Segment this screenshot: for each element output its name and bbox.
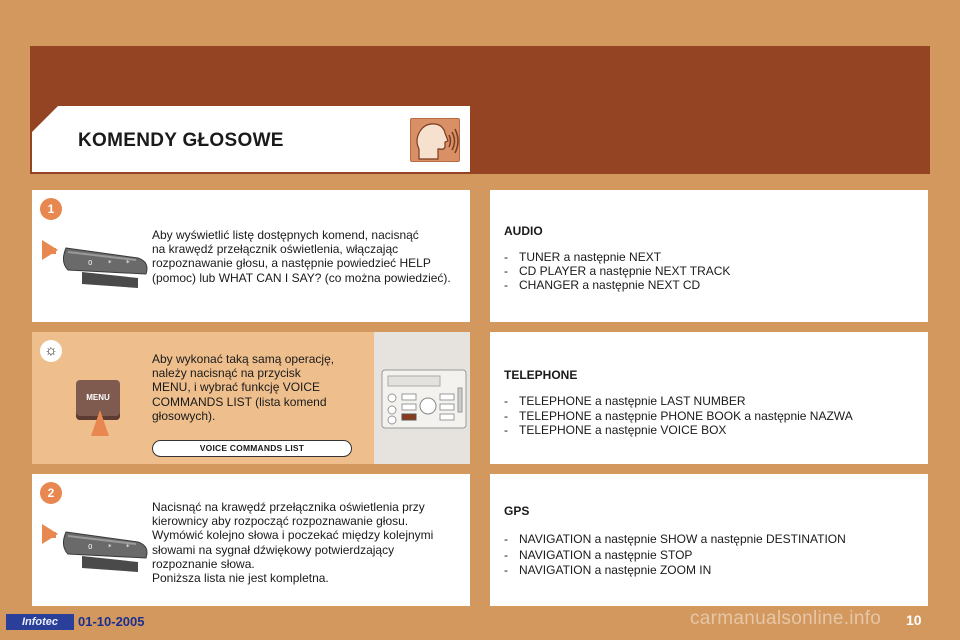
speaking-head-icon [410,118,460,162]
list-item: - TELEPHONE a następnie PHONE BOOK a następnie NAZWA [504,409,853,424]
audio-heading: AUDIO [504,224,543,238]
list-item: - CD PLAYER a następnie NEXT TRACK [504,264,730,278]
lighting-stalk-icon [42,232,152,302]
title-corner-fold [32,106,58,132]
sun-icon: ☼ [40,340,62,362]
page-title: KOMENDY GŁOSOWE [78,130,284,151]
telephone-commands-panel [490,332,928,464]
menu-alternative-text: Aby wykonać taką samą operację, należy nacisnąć na przycisk MENU, i wybrać funkcję VOICE COMMANDS LIST (lista komend głosowych). [152,352,335,423]
brand-logo: Infotec [6,614,74,630]
menu-button[interactable]: MENU [76,380,120,420]
step-1-text: Aby wyświetlić listę dostępnych komend, nacisnąć na krawędź przełącznik oświetlenia, włączając rozpoznawanie głosu, a następnie powiedzieć HELP (pomoc) lub WHAT CAN I SAY? (co można powiedzieć). [152,228,451,285]
lighting-stalk-icon [42,516,152,586]
svg-text:*: * [108,259,112,267]
list-item: - CHANGER a następnie NEXT CD [504,278,730,292]
gps-command-list [504,532,846,579]
page-number: 10 [906,612,922,628]
radio-device-area [374,332,470,464]
list-item: - TUNER a następnie NEXT [504,250,730,264]
list-item: - NAVIGATION a następnie SHOW a następnie DESTINATION [504,532,846,548]
title-panel [32,106,470,172]
svg-text:0: 0 [88,543,93,551]
telephone-command-list [504,394,853,438]
svg-text:*: * [108,543,112,551]
svg-text:*: * [126,259,130,267]
step-2-badge: 2 [40,482,62,504]
list-item: - NAVIGATION a następnie ZOOM IN [504,563,846,579]
list-item: - TELEPHONE a następnie VOICE BOX [504,423,853,438]
audio-command-list [504,250,730,293]
orange-arrow-icon [91,410,109,436]
watermark: carmanualsonline.info [690,608,882,629]
edition-date: 01-10-2005 [78,614,145,629]
svg-text:*: * [126,543,130,551]
radio-unit-icon [374,332,470,464]
audio-commands-panel [490,190,928,322]
gps-commands-panel [490,474,928,606]
gps-heading: GPS [504,504,530,518]
menu-alternative-panel [32,332,470,464]
step-1-panel [32,190,470,322]
step-2-panel [32,474,470,606]
svg-text:0: 0 [88,259,93,267]
telephone-heading: TELEPHONE [504,368,578,382]
step-1-badge: 1 [40,198,62,220]
step-2-text: Nacisnąć na krawędź przełącznika oświetlenia przy kierownicy aby rozpocząć rozpoznawanie głosu. Wymówić kolejno słowa i poczekać między kolejnymi słowami na sygnał dźwiękowy potwierdzający rozpoznanie słowa. Poniższa lista nie jest kompletna. [152,500,434,586]
list-item: - NAVIGATION a następnie STOP [504,548,846,564]
voice-commands-list-option[interactable]: VOICE COMMANDS LIST [152,440,352,457]
list-item: - TELEPHONE a następnie LAST NUMBER [504,394,853,409]
